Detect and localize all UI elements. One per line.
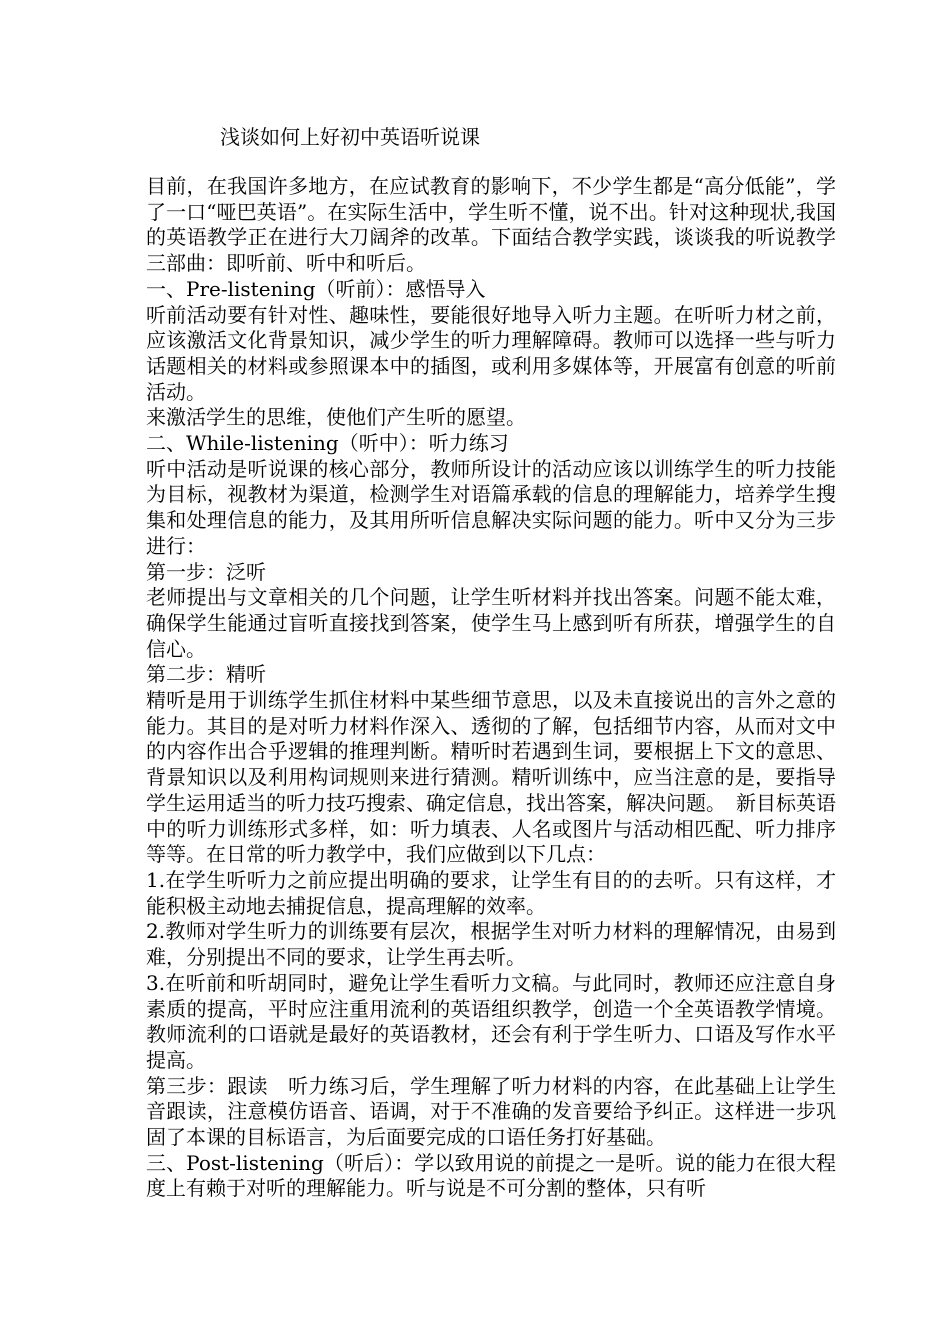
list-item-1: 1.在学生听听力之前应提出明确的要求，让学生有目的的去听。只有这样，才能积极主动地去捕捉信息，提高理解的效率。 <box>146 867 836 918</box>
step-three-paragraph: 第三步：跟读 听力练习后，学生理解了听力材料的内容，在此基础上让学生音跟读，注意模仿语音、语调，对于不准确的发音要给予纠正。这样进一步巩固了本课的目标语言，为后面要完成的口语任务打好基础。 <box>146 1073 836 1150</box>
pre-listening-paragraph: 听前活动要有针对性、趣味性，要能很好地导入听力主题。在听听力材之前，应该激活文化背景知识，减少学生的听力理解障碍。教师可以选择一些与听力话题相关的材料或参照课本中的插图，或利用多媒体等，开展富有创意的听前活动。 <box>146 302 836 404</box>
list-item-3: 3.在听前和听胡同时，避免让学生看听力文稿。与此同时，教师还应注意自身素质的提高，平时应注重用流利的英语组织教学，创造一个全英语教学情境。教师流利的口语就是最好的英语教材，还会有利于学生听力、口语及写作水平提高。 <box>146 970 836 1072</box>
section-heading-while-listening: 二、While-listening（听中）：听力练习 <box>146 431 509 456</box>
section-heading-pre-listening: 一、Pre-listening（听前）：感悟导入 <box>146 276 486 301</box>
step-one-paragraph: 老师提出与文章相关的几个问题，让学生听材料并找出答案。问题不能太难，确保学生能通过盲听直接找到答案，使学生马上感到听有所获，增强学生的自信心。 <box>146 585 836 661</box>
step-one-heading: 第一步：泛听 <box>146 559 266 584</box>
intro-paragraph: 目前，在我国许多地方，在应试教育的影响下，不少学生都是“高分低能”，学了一口“哑巴英语”。在实际生活中，学生听不懂，说不出。针对这种现状,我国的英语教学正在进行大刀阔斧的改革。下面结合教学实践，谈谈我的听说教学三部曲：即听前、听中和听后。 <box>146 174 836 276</box>
list-item-2: 2.教师对学生听力的训练要有层次，根据学生对听力材料的理解情况，由易到难，分别提出不同的要求，让学生再去听。 <box>146 919 836 970</box>
while-listening-paragraph: 听中活动是听说课的核心部分，教师所设计的活动应该以训练学生的听力技能为目标，视教材为渠道，检测学生对语篇承载的信息的理解能力，培养学生搜集和处理信息的能力，及其用所听信息解决实际问题的能力。听中又分为三步进行： <box>146 456 836 558</box>
document-title: 浅谈如何上好初中英语听说课 <box>220 125 480 149</box>
pre-listening-continuation: 来激活学生的思维，使他们产生听的愿望。 <box>146 405 526 430</box>
document-body <box>146 174 836 1202</box>
step-two-heading: 第二步：精听 <box>146 662 266 687</box>
step-two-paragraph: 精听是用于训练学生抓住材料中某些细节意思，以及未直接说出的言外之意的能力。其目的是对听力材料作深入、透彻的了解，包括细节内容，从而对文中的内容作出合乎逻辑的推理判断。精听时若遇到生词，要根据上下文的意思、背景知识以及利用构词规则来进行猜测。精听训练中，应当注意的是，要指导学生运用适当的听力技巧搜索、确定信息，找出答案，解决问题。 新目标英语中的听力训练形式多样，如：听力填表、人名或图片与活动相匹配、听力排序等等。在日常的听力教学中，我们应做到以下几点： <box>146 688 836 867</box>
section-heading-post-listening: 三、Post-listening（听后）：学以致用说的前提之一是听。说的能力在很大程度上有赖于对听的理解能力。听与说是不可分割的整体，只有听 <box>146 1150 836 1201</box>
